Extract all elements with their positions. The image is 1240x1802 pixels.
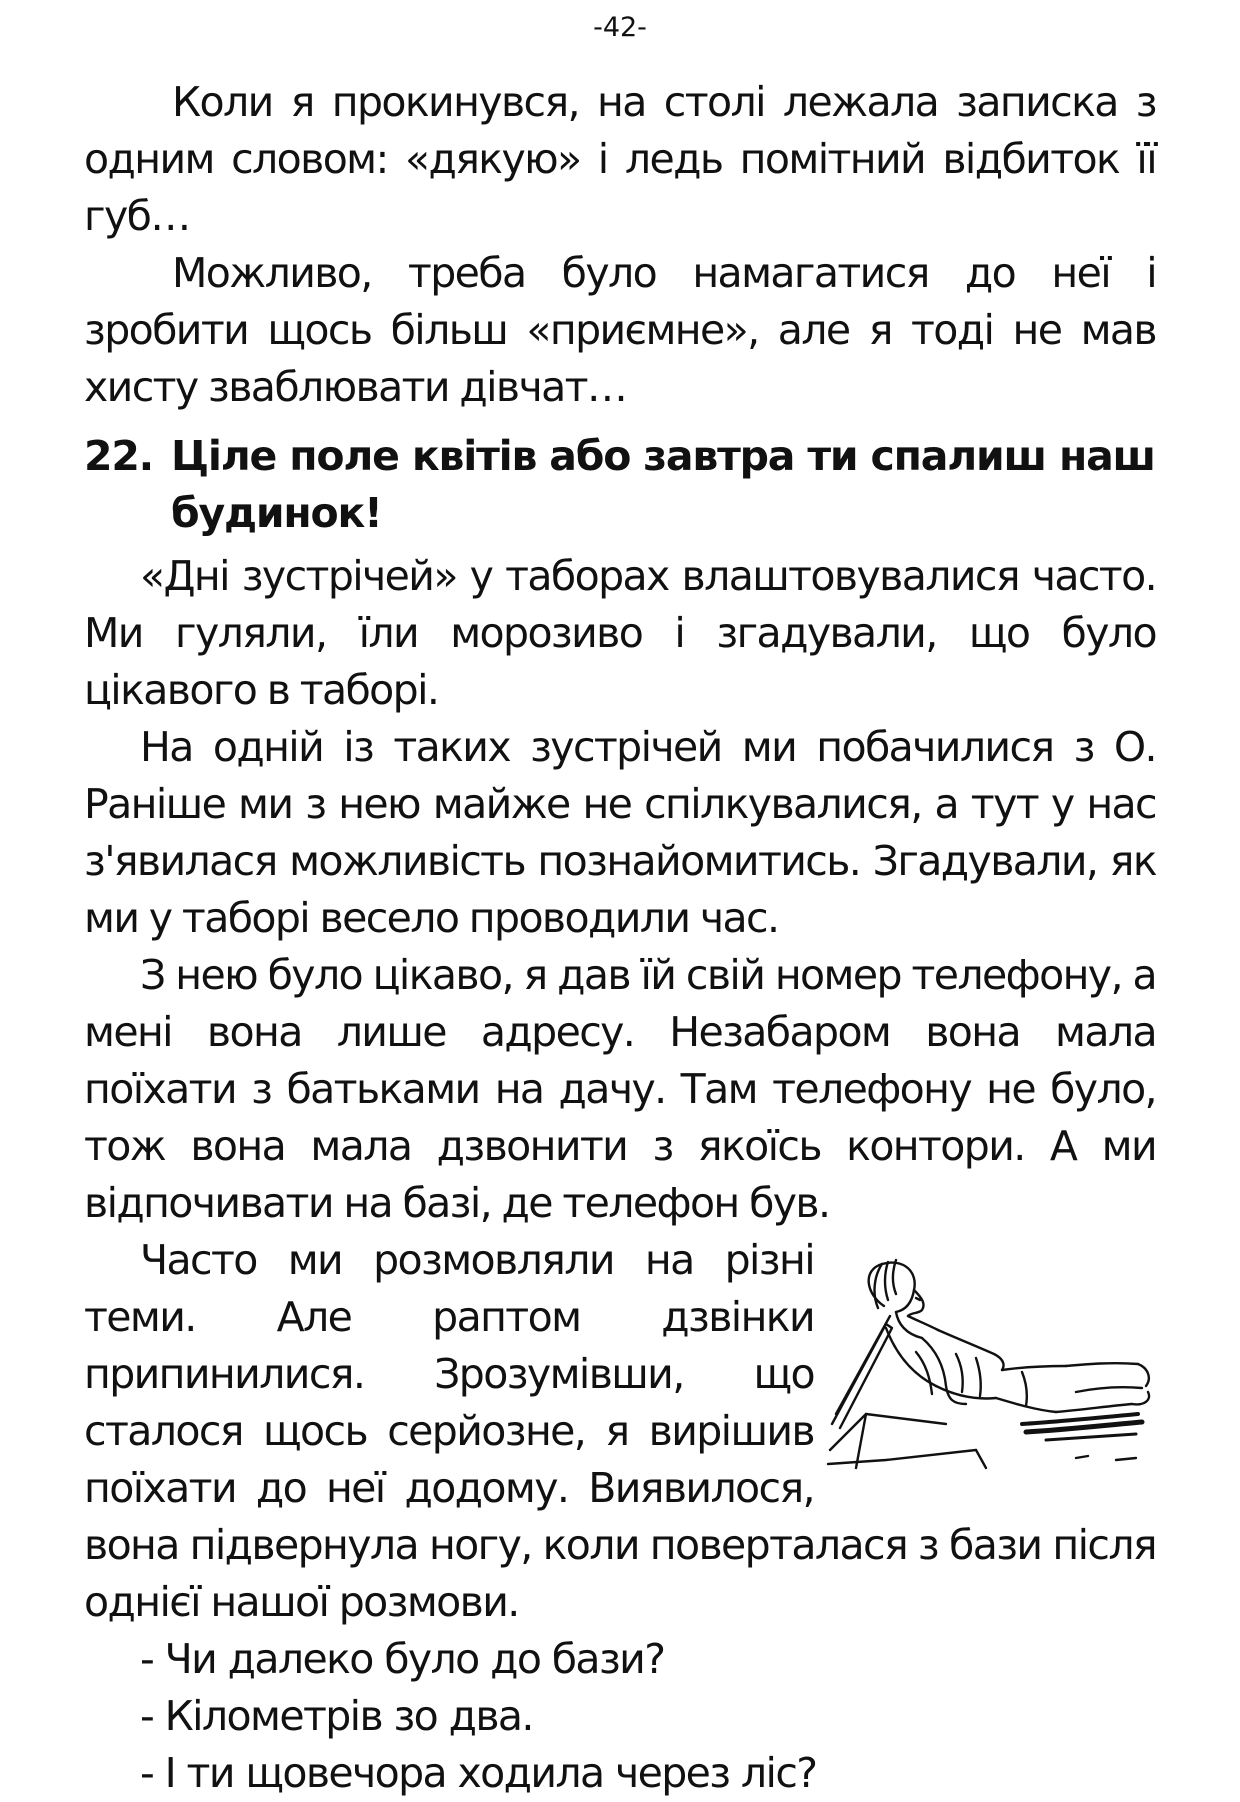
paragraph: На одній із таких зустрічей ми побачилися з О. Раніше ми з нею майже не спілкувалися, а тут у нас з'явилася можливість познайомитись. Згадували, як ми у таборі весело проводили час. [84, 723, 1156, 942]
paragraph [84, 1232, 1156, 1631]
paragraph: Коли я прокинувся, на столі лежала записка з одним словом: «дякую» і ледь помітний відбиток її губ… [84, 78, 1156, 240]
paragraph-text: Часто ми розмовляли на різні теми. Але раптом дзвінки припинилися. Зрозумівши, що сталося щось серйозне, я вирішив поїхати до неї додому. Виявилося, вона підвернула ногу, коли поверталася з бази після однієї нашої розмови. [84, 1236, 1156, 1626]
paragraph: «Дні зустрічей» у таборах влаштовувалися часто. Ми гуляли, їли морозиво і згадували, що було цікавого в таборі. [84, 552, 1156, 714]
paragraph: Можливо, треба було намагатися до неї і зробити щось більш «приємне», але я тоді не мав хисту зваблювати дівчат… [84, 249, 1156, 411]
paragraph: З нею було цікаво, я дав їй свій номер телефону, а мені вона лише адресу. Незабаром вона мала поїхати з батьками на дачу. Там телефону не було, тож вона мала дзвонити з якоїсь контори. А ми відпочивати на базі, де телефон був. [84, 951, 1156, 1227]
reclining-woman-sketch-icon [826, 1254, 1156, 1474]
page-body [84, 74, 1156, 1802]
page-number: -42- [593, 12, 647, 43]
chapter-heading [84, 428, 1156, 542]
chapter-title: Ціле поле квітів або завтра ти спалиш наш будинок! [171, 432, 1155, 537]
dialogue-line: - І ти щовечора ходила через ліс? [140, 1749, 817, 1797]
chapter-number: 22. [84, 432, 154, 480]
dialogue-line: - Чи далеко було до бази? [140, 1635, 665, 1683]
illustration-wrap [84, 1232, 1156, 1802]
dialogue-line: - Кілометрів зо два. [140, 1692, 533, 1740]
